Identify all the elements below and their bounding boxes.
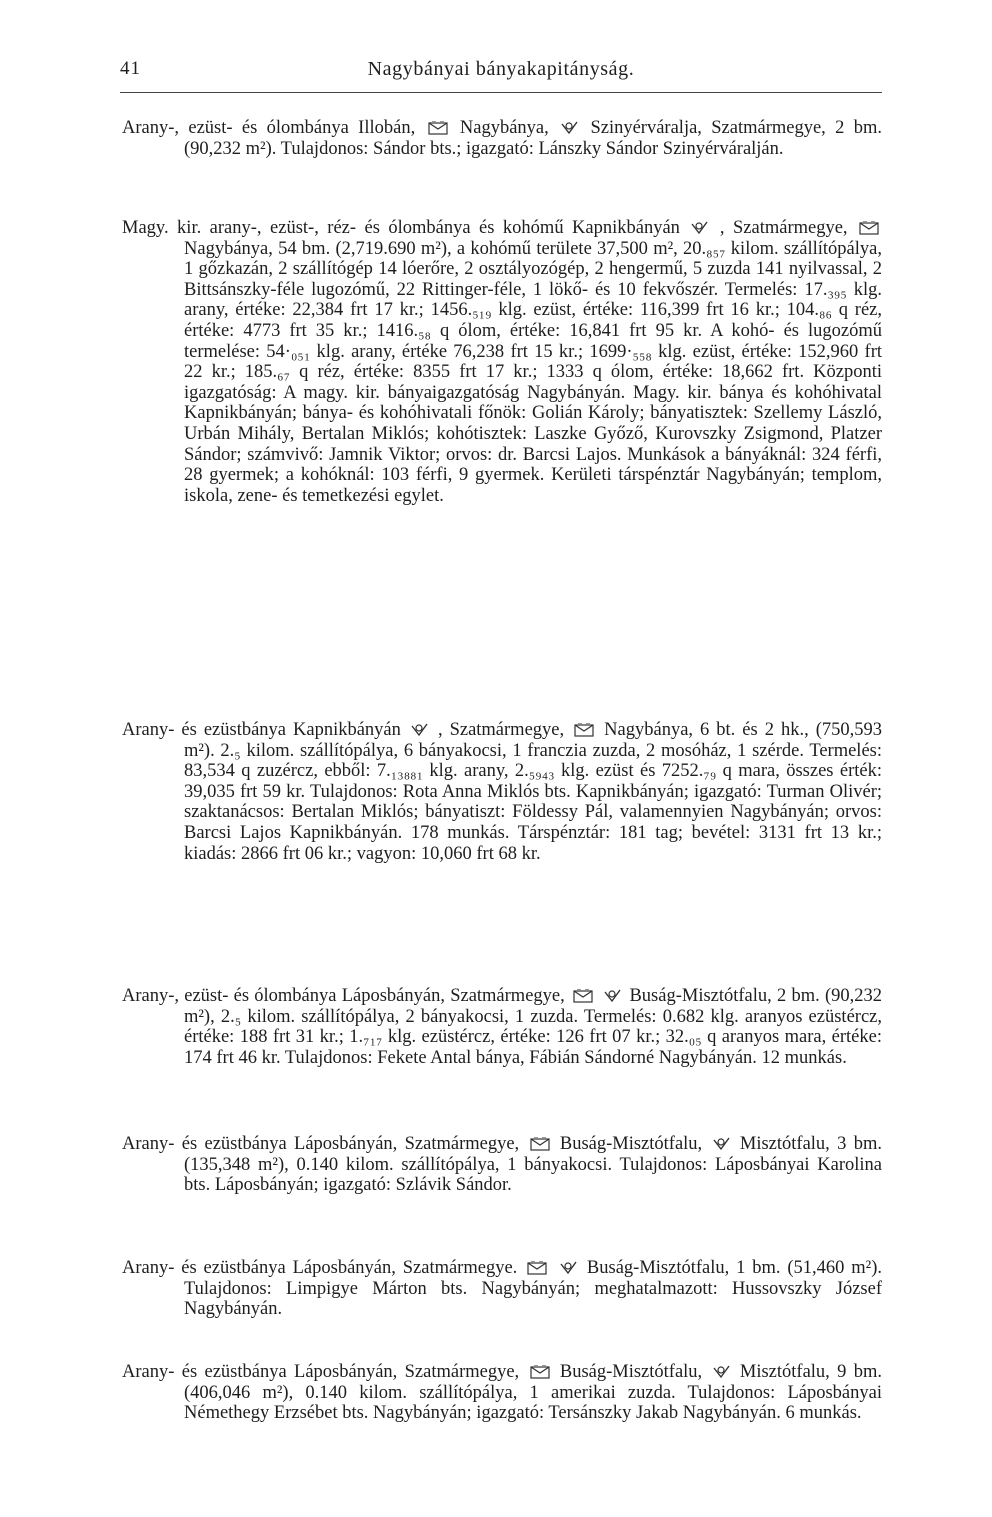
entry-text: Arany- és ezüstbánya Láposbányán, Szatmármegye.: [122, 1258, 518, 1278]
entry-text: Arany- és ezüstbánya Láposbányán, Szatmármegye,: [122, 1134, 520, 1154]
entry-text: Arany-, ezüst- és ólombánya Láposbányán, Szatmármegye,: [122, 986, 565, 1006]
railway-station-icon: [560, 1261, 577, 1275]
entry-text: Misztótfalu, 3 bm. (135,348 m²), 0.140 kilom. szállítópálya, 1 bányakocsi. Tulajdonos: Láposbányai Karolina bts. Láposbányán; igazgató: Szlávik Sándor.: [184, 1134, 882, 1196]
railway-station-icon: [713, 1365, 730, 1379]
post-office-icon: [574, 723, 594, 737]
railway-station-icon: [691, 221, 708, 235]
railway-station-icon: [604, 989, 621, 1003]
post-office-icon: [527, 1261, 547, 1275]
page-header: [120, 58, 882, 93]
railway-station-icon: [561, 121, 578, 135]
mine-entry: [122, 720, 882, 864]
running-title: Nagybányai bányakapitányság.: [367, 58, 635, 80]
mine-entry: [122, 1362, 882, 1424]
post-office-icon: [573, 989, 593, 1003]
entry-text: Nagybánya, 54 bm. (2,719.690 m²), a kohómű területe 37,500 m², 20.₈₅₇ kilom. szállítópálya, 1 gőzkazán, 2 szállítógép 14 lóerőre, 2 osztályozógép, 2 hengermű, 5 zuzda 141 nyilvassal, 2 Bittsánszky-féle lugozómű, 22 Rittinger-féle, 1 lökő- és 10 fekvőszér. Termelés: 17.₃₉₅ klg. arany, értéke: 22,384 frt 17 kr.; 1456.₅₁₉ klg. ezüst, értéke: 116,399 frt 16 kr.; 104.₈₆ q réz, értéke: 4773 frt 35 kr.; 1416.₅₈ q ólom, értéke: 16,841 frt 95 kr. A kohó- és lugozómű termelése: 54·₀₅₁ klg. arany, értéke 76,238 frt 15 kr.; 1699·₅₅₈ klg. ezüst, értéke: 152,960 frt 22 kr.; 185.₆₇ q réz, értéke: 8355 frt 17 kr.; 1333 q ólom, értéke: 18,662 frt. Központi igazgatóság: A magy. kir. bányaigazgatóság Nagybányán. Magy. kir. bánya és kohóhivatal Kapnikbányán; bánya- és kohóhivatali főnök: Golián Károly; bányatisztek: Szellemy László, Urbán Mihály, Bertalan Miklós; kohótisztek: Laszke Győző, Kurovszky Zsigmond, Platzer Sándor; számvivő: Jamnik Viktor; orvos: dr. Barcsi Lajos. Munkások a bányáknál: 324 férfi, 28 gyermek; a kohóknál: 103 férfi, 9 gyermek. Kerületi társpénztár Nagybányán; templom, iskola, zene- és temetkezési egylet.: [184, 238, 882, 506]
page-number: 41: [120, 58, 141, 79]
post-office-icon: [428, 121, 448, 135]
entry-text: Buság-Misztótfalu, 2 bm. (90,232 m²), 2.₅ kilom. szállítópálya, 2 bányakocsi, 1 zuzda. Termelés: 0.682 klg. aranyos ezüstércz, értéke: 188 frt 31 kr.; 1.₇₁₇ klg. ezüstércz, értéke: 126 frt 07 kr.; 32.₀₅ q aranyos mara, értéke: 174 frt 46 kr. Tulajdonos: Fekete Antal bánya, Fábián Sándorné Nagybányán. 12 munkás.: [184, 986, 883, 1068]
entry-text: Nagybánya,: [459, 118, 549, 138]
entry-text: Magy. kir. arany-, ezüst-, réz- és ólombánya és kohómű Kapnikbányán: [122, 218, 680, 238]
entry-text: , Szatmármegye,: [719, 218, 848, 238]
entry-text: Buság-Misztótfalu, 1 bm. (51,460 m²). Tulajdonos: Limpigye Márton bts. Nagybányán; meghatalmazott: Hussovszky József Nagybányán.: [184, 1258, 883, 1320]
mine-entry: [122, 218, 882, 506]
mine-entry: [122, 1134, 882, 1196]
railway-station-icon: [713, 1137, 730, 1151]
mine-entry: [122, 986, 882, 1068]
entry-text: Buság-Misztótfalu,: [559, 1134, 703, 1154]
mine-entry: [122, 1258, 882, 1320]
entry-text: Szinyérváralja, Szatmármegye, 2 bm. (90,232 m²). Tulajdonos: Sándor bts.; igazgató: Lánszky Sándor Szinyérváralján.: [184, 118, 883, 159]
post-office-icon: [530, 1365, 550, 1379]
entry-text: Misztótfalu, 9 bm. (406,046 m²), 0.140 kilom. szállítópálya, 1 amerikai zuzda. Tulajdonos: Láposbányai Némethegy Erzsébet bts. Nagybányán; igazgató: Tersánszky Jakab Nagybányán. 6 munkás.: [184, 1362, 882, 1424]
post-office-icon: [530, 1137, 550, 1151]
mine-entry: [122, 118, 882, 159]
entry-text: , Szatmármegye,: [437, 720, 565, 740]
post-office-icon: [859, 221, 879, 235]
railway-station-icon: [411, 723, 428, 737]
entry-text: Arany-, ezüst- és ólombánya Illobán,: [122, 118, 416, 138]
entry-text: Nagybánya, 6 bt. és 2 hk., (750,593 m²). 2.₅ kilom. szállítópálya, 6 bányakocsi, 1 franczia zuzda, 2 mosóház, 1 szérde. Termelés: 83,534 q zuzércz, ebből: 7.₁₃₈₈₁ klg. arany, 2.₅₉₄₃ klg. ezüst és 7252.₇₉ q mara, összes érték: 39,035 frt 59 kr. Tulajdonos: Rota Anna Miklós bts. Kapnikbányán; igazgató: Turman Olivér; szaktanácsos: Bertalan Miklós; bányatiszt: Földessy Pál, valamennyien Nagybányán; orvos: Barcsi Lajos Kapnikbányán. 178 munkás. Társpénztár: 181 tag; bevétel: 3131 frt 13 kr.; kiadás: 2866 frt 06 kr.; vagyon: 10,060 frt 68 kr.: [184, 720, 883, 864]
entry-text: Buság-Misztótfalu,: [559, 1362, 703, 1382]
entry-text: Arany- és ezüstbánya Láposbányán, Szatmármegye,: [122, 1362, 520, 1382]
entry-text: Arany- és ezüstbánya Kapnikbányán: [122, 720, 401, 740]
